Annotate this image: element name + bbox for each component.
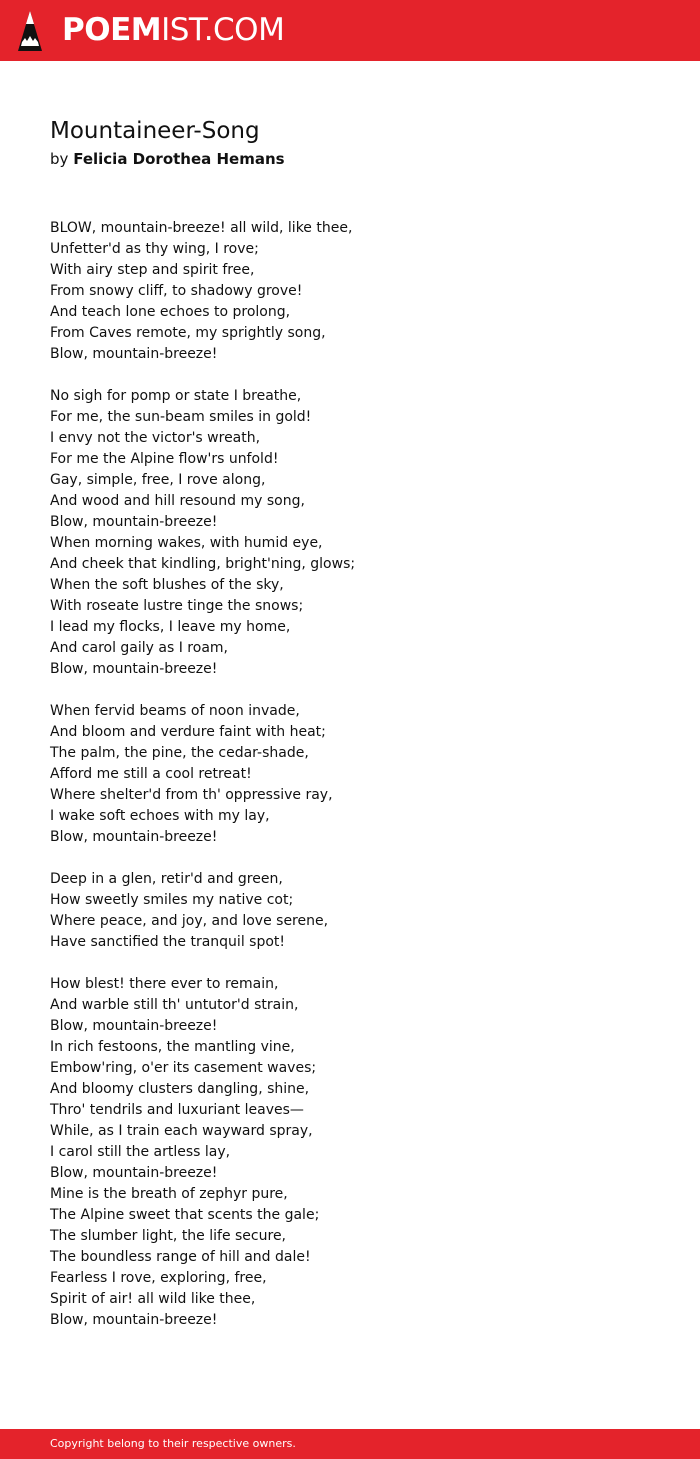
poem-line: I envy not the victor's wreath, bbox=[50, 430, 261, 446]
poem-line: Blow, mountain-breeze! bbox=[50, 346, 218, 362]
poem-line: Afford me still a cool retreat! bbox=[50, 766, 252, 782]
poem-stanza bbox=[50, 701, 355, 848]
poem-line: BLOW, mountain-breeze! all wild, like thee, bbox=[50, 220, 353, 236]
poem-line: And carol gaily as I roam, bbox=[50, 640, 228, 656]
poem-line: The slumber light, the life secure, bbox=[50, 1228, 287, 1244]
poem-line: Deep in a glen, retir'd and green, bbox=[50, 871, 283, 887]
poem-line: Embow'ring, o'er its casement waves; bbox=[50, 1060, 317, 1076]
poem-line: With roseate lustre tinge the snows; bbox=[50, 598, 304, 614]
poem-stanza bbox=[50, 974, 355, 1037]
poem-author: Felicia Dorothea Hemans bbox=[73, 150, 285, 168]
poem-line: Blow, mountain-breeze! bbox=[50, 1312, 218, 1328]
poem-stanza bbox=[50, 533, 355, 680]
poem-line: How blest! there ever to remain, bbox=[50, 976, 279, 992]
poem-line: Unfetter'd as thy wing, I rove; bbox=[50, 241, 259, 257]
poem-line: And bloom and verdure faint with heat; bbox=[50, 724, 326, 740]
poem-line: And warble still th' untutor'd strain, bbox=[50, 997, 299, 1013]
poem-title: Mountaineer-Song bbox=[50, 118, 260, 144]
poem-line: While, as I train each wayward spray, bbox=[50, 1123, 313, 1139]
poem-line: The boundless range of hill and dale! bbox=[50, 1249, 311, 1265]
pencil-logo-icon[interactable] bbox=[17, 10, 43, 52]
poem-line: And bloomy clusters dangling, shine, bbox=[50, 1081, 310, 1097]
poem-line: And cheek that kindling, bright'ning, glows; bbox=[50, 556, 356, 572]
poem-line: From snowy cliff, to shadowy grove! bbox=[50, 283, 303, 299]
byline-prefix: by bbox=[50, 150, 69, 168]
poem-line: Blow, mountain-breeze! bbox=[50, 1018, 218, 1034]
poem-line: Gay, simple, free, I rove along, bbox=[50, 472, 266, 488]
site-header bbox=[0, 0, 700, 61]
poem-line: Thro' tendrils and luxuriant leaves— bbox=[50, 1102, 304, 1118]
poem-line: And teach lone echoes to prolong, bbox=[50, 304, 291, 320]
poem-line: Blow, mountain-breeze! bbox=[50, 514, 218, 530]
poem-line: Blow, mountain-breeze! bbox=[50, 661, 218, 677]
poem-line: When fervid beams of noon invade, bbox=[50, 703, 300, 719]
logo-light-text: IST.COM bbox=[161, 12, 285, 48]
site-logo-link[interactable] bbox=[62, 10, 284, 50]
poem-line: Blow, mountain-breeze! bbox=[50, 829, 218, 845]
poem-line: Have sanctified the tranquil spot! bbox=[50, 934, 286, 950]
poem-line: The palm, the pine, the cedar-shade, bbox=[50, 745, 309, 761]
footer-copyright: Copyright belong to their respective owners. bbox=[50, 1437, 296, 1450]
poem-line: How sweetly smiles my native cot; bbox=[50, 892, 294, 908]
poem-line: For me, the sun-beam smiles in gold! bbox=[50, 409, 312, 425]
poem-line: In rich festoons, the mantling vine, bbox=[50, 1039, 295, 1055]
poem-line: When morning wakes, with humid eye, bbox=[50, 535, 323, 551]
poem-line: For me the Alpine flow'rs unfold! bbox=[50, 451, 279, 467]
poem-line: No sigh for pomp or state I breathe, bbox=[50, 388, 302, 404]
poem-line: I wake soft echoes with my lay, bbox=[50, 808, 270, 824]
poem-line: I carol still the artless lay, bbox=[50, 1144, 231, 1160]
poem-line: Mine is the breath of zephyr pure, bbox=[50, 1186, 288, 1202]
poem-line: Where peace, and joy, and love serene, bbox=[50, 913, 329, 929]
poem-stanza bbox=[50, 218, 355, 365]
poem-line: With airy step and spirit free, bbox=[50, 262, 255, 278]
poem-stanza bbox=[50, 869, 355, 953]
poem-body bbox=[50, 218, 355, 1352]
poem-line: Fearless I rove, exploring, free, bbox=[50, 1270, 267, 1286]
poem-line: When the soft blushes of the sky, bbox=[50, 577, 284, 593]
logo-bold-text: POEM bbox=[62, 12, 162, 48]
site-footer bbox=[0, 1429, 700, 1459]
poem-line: The Alpine sweet that scents the gale; bbox=[50, 1207, 320, 1223]
poem-stanza bbox=[50, 1037, 355, 1184]
poem-stanza bbox=[50, 386, 355, 533]
poem-line: Blow, mountain-breeze! bbox=[50, 1165, 218, 1181]
poem-byline bbox=[50, 148, 285, 170]
poem-line: Where shelter'd from th' oppressive ray, bbox=[50, 787, 333, 803]
poem-line: I lead my flocks, I leave my home, bbox=[50, 619, 291, 635]
poem-stanza bbox=[50, 1184, 355, 1331]
poem-line: From Caves remote, my sprightly song, bbox=[50, 325, 326, 341]
poem-line: Spirit of air! all wild like thee, bbox=[50, 1291, 256, 1307]
poem-line: And wood and hill resound my song, bbox=[50, 493, 305, 509]
